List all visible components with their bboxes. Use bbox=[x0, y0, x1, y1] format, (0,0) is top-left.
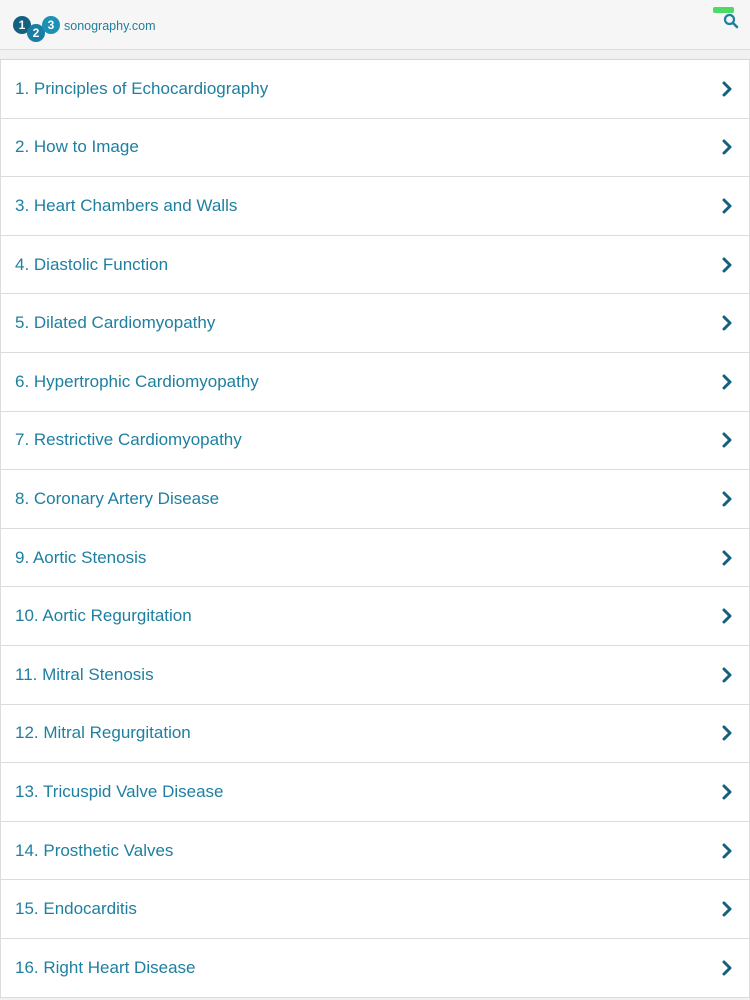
chapter-row[interactable] bbox=[0, 822, 750, 881]
chapter-row[interactable] bbox=[0, 939, 750, 998]
site-logo[interactable] bbox=[13, 14, 156, 44]
chapter-label: 7. Restrictive Cardiomyopathy bbox=[15, 430, 242, 450]
chapter-label: 10. Aortic Regurgitation bbox=[15, 606, 192, 626]
chapter-row[interactable] bbox=[0, 177, 750, 236]
chevron-right-icon bbox=[721, 315, 733, 331]
logo-mark bbox=[13, 14, 63, 44]
logo-digit-1: 1 bbox=[13, 16, 31, 34]
chevron-right-icon bbox=[721, 960, 733, 976]
chapter-label: 11. Mitral Stenosis bbox=[15, 664, 154, 684]
chapter-label: 8. Coronary Artery Disease bbox=[15, 488, 220, 508]
chevron-right-icon bbox=[721, 491, 733, 507]
logo-text: sonography.com bbox=[64, 19, 156, 33]
chapter-label: 3. Heart Chambers and Walls bbox=[15, 195, 238, 215]
chevron-right-icon bbox=[721, 843, 733, 859]
chevron-right-icon bbox=[721, 198, 733, 214]
chevron-right-icon bbox=[721, 432, 733, 448]
chapter-label: 2. How to Image bbox=[15, 137, 139, 157]
chapter-row[interactable] bbox=[0, 880, 750, 939]
chapter-row[interactable] bbox=[0, 646, 750, 705]
chapter-row[interactable] bbox=[0, 119, 750, 178]
chapter-label: 12. Mitral Regurgitation bbox=[15, 723, 191, 743]
chapter-label: 4. Diastolic Function bbox=[15, 254, 169, 274]
chapter-label: 16. Right Heart Disease bbox=[15, 957, 196, 977]
chapter-label: 14. Prosthetic Valves bbox=[15, 840, 174, 860]
chevron-right-icon bbox=[721, 667, 733, 683]
search-button[interactable] bbox=[722, 12, 740, 30]
chevron-right-icon bbox=[721, 608, 733, 624]
chapter-row[interactable] bbox=[0, 353, 750, 412]
chevron-right-icon bbox=[721, 550, 733, 566]
chapter-row[interactable] bbox=[0, 587, 750, 646]
chapter-row[interactable] bbox=[0, 294, 750, 353]
chapter-row[interactable] bbox=[0, 763, 750, 822]
logo-digit-2: 2 bbox=[27, 24, 45, 42]
chevron-right-icon bbox=[721, 257, 733, 273]
chapter-list bbox=[0, 59, 750, 998]
chapter-label: 15. Endocarditis bbox=[15, 899, 137, 919]
chapter-row[interactable] bbox=[0, 529, 750, 588]
chapter-row[interactable] bbox=[0, 470, 750, 529]
app-header bbox=[0, 0, 750, 50]
chapter-label: 6. Hypertrophic Cardiomyopathy bbox=[15, 371, 259, 391]
chevron-right-icon bbox=[721, 784, 733, 800]
search-icon bbox=[722, 12, 740, 30]
chapter-row[interactable] bbox=[0, 60, 750, 119]
chevron-right-icon bbox=[721, 374, 733, 390]
chevron-right-icon bbox=[721, 901, 733, 917]
chevron-right-icon bbox=[721, 81, 733, 97]
chapter-row[interactable] bbox=[0, 236, 750, 295]
logo-digit-3: 3 bbox=[42, 16, 60, 34]
chapter-label: 1. Principles of Echocardiography bbox=[15, 78, 269, 98]
chevron-right-icon bbox=[721, 139, 733, 155]
chapter-row[interactable] bbox=[0, 705, 750, 764]
chapter-label: 13. Tricuspid Valve Disease bbox=[15, 781, 224, 801]
chapter-label: 5. Dilated Cardiomyopathy bbox=[15, 313, 216, 333]
chapter-label: 9. Aortic Stenosis bbox=[15, 547, 147, 567]
chevron-right-icon bbox=[721, 725, 733, 741]
chapter-row[interactable] bbox=[0, 412, 750, 471]
